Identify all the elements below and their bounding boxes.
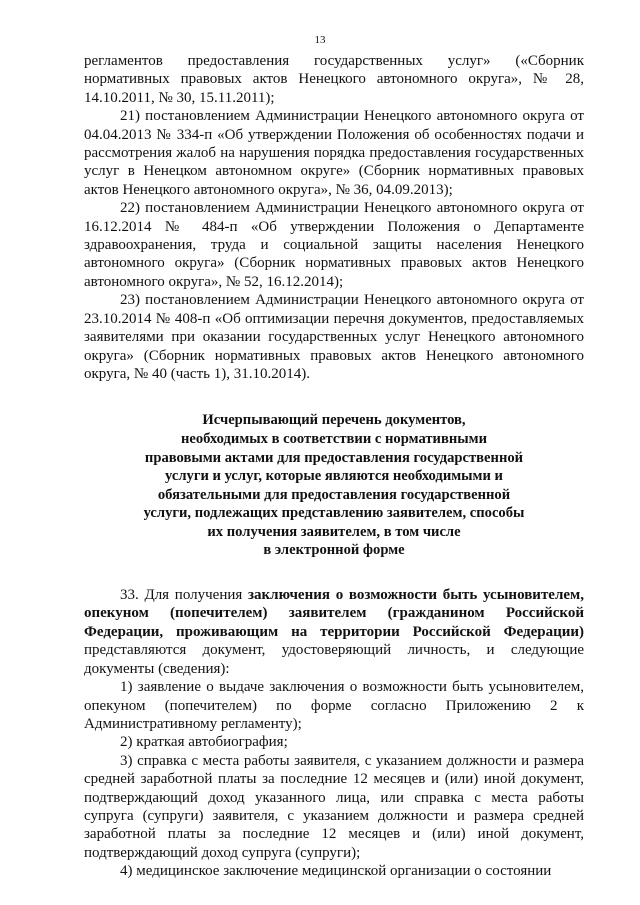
paragraph-33-lead: 33. Для получения <box>120 587 248 604</box>
paragraph-item-22: 22) постановлением Администрации Ненецкого автономного округа от 16.12.2014 № 484-п «Об утверждении Положения о Департаменте здравоохранения, труда и социальной защиты населения Ненецкого автономного округа» (Сборник нормативных правовых актов Ненецкого автономного округа», № 52, 16.12.2014); <box>84 200 584 290</box>
heading-line: правовыми актами для предоставления государственной <box>144 449 524 466</box>
heading-line: в электронной форме <box>263 542 405 559</box>
page-number: 13 <box>314 34 326 46</box>
heading-line: услуги, подлежащих представлению заявителем, способы <box>143 505 525 522</box>
heading-line: услуги и услуг, которые являются необходимыми и <box>165 468 503 485</box>
heading-line: обязательными для предоставления государственной <box>157 486 511 503</box>
paragraph-regulations-tail: регламентов предоставления государственных услуг» («Сборник нормативных правовых актов Ненецкого автономного округа», № 28, 14.10.2011, № 30, 15.11.2011); <box>84 53 584 106</box>
heading-line: необходимых в соответствии с нормативными <box>181 430 487 447</box>
heading-line: Исчерпывающий перечень документов, <box>202 412 466 429</box>
list-item-2: 2) краткая автобиография; <box>120 734 288 751</box>
paragraph-33-tail: представляются документ, удостоверяющий личность, и следующие документы (сведения): <box>84 642 584 677</box>
document-body <box>84 52 584 881</box>
heading-line: их получения заявителем, в том числе <box>207 523 461 540</box>
list-item-4: 4) медицинское заключение медицинской организации о состоянии <box>120 863 552 880</box>
paragraph-item-21: 21) постановлением Администрации Ненецкого автономного округа от 04.04.2013 № 334-п «Об утверждении Положения об особенностях подачи и рассмотрения жалоб на нарушения порядка предоставления государственных услуг в Ненецком автономном округе» (Сборник нормативных правовых актов Ненецкого автономного округа», № 36, 04.09.2013); <box>84 108 584 198</box>
paragraph-item-23: 23) постановлением Администрации Ненецкого автономного округа от 23.10.2014 № 408-п «Об оптимизации перечня документов, предоставляемых заявителями при оказании государственных услуг Ненецкого автономного округа» (Сборник нормативных правовых актов Ненецкого автономного округа, № 40 (часть 1), 31.10.2014). <box>84 292 584 382</box>
list-item-1: 1) заявление о выдаче заключения о возможности быть усыновителем, опекуном (попечителем) по форме согласно Приложению 2 к Административному регламенту); <box>84 679 584 732</box>
list-item-3: 3) справка с места работы заявителя, с указанием должности и размера средней заработной платы за последние 12 месяцев и (или) иной документ, подтверждающий доход указанного лица, или справка с места работы супруга (супруги) заявителя, с указанием должности и размера средней заработной платы за последние 12 месяцев и (или) иной документ, подтверждающий доход супруга (супруги); <box>84 752 584 861</box>
paragraph-33 <box>84 586 584 678</box>
section-heading <box>94 411 574 560</box>
paragraph-33-bold: заключения о возможности быть усыновителем, опекуном (попечителем) заявителем (гражданином Российской Федерации, проживающим на территории Российской Федерации) <box>84 587 585 640</box>
